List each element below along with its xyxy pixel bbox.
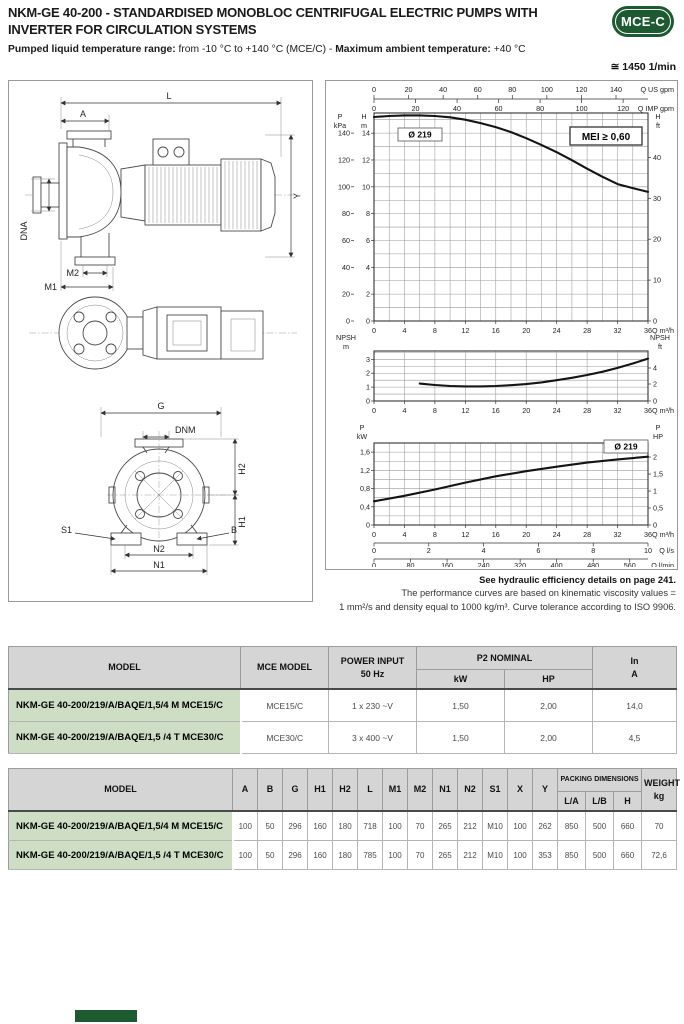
cell: 100 — [233, 841, 258, 870]
svg-text:NPSH: NPSH — [650, 333, 670, 342]
svg-text:80: 80 — [536, 104, 545, 113]
cell: 14,0 — [593, 689, 677, 722]
svg-text:100: 100 — [575, 104, 588, 113]
svg-text:60: 60 — [342, 235, 350, 245]
header-packing-L/B: L/B — [586, 792, 614, 812]
svg-text:32: 32 — [613, 406, 622, 415]
svg-text:20: 20 — [522, 326, 531, 335]
table-row — [9, 841, 677, 870]
svg-text:20: 20 — [342, 289, 350, 299]
svg-text:0: 0 — [653, 396, 657, 406]
temp-range-value: from -10 °C to +140 °C (MCE/C) - — [175, 44, 336, 55]
header-dim-G: G — [283, 769, 308, 812]
header-dim-M2: M2 — [408, 769, 433, 812]
svg-text:32: 32 — [613, 530, 622, 539]
svg-text:24: 24 — [552, 406, 561, 415]
svg-text:12: 12 — [461, 326, 470, 335]
svg-text:8: 8 — [591, 546, 596, 555]
header-model: MODEL — [9, 769, 233, 812]
cell: 212 — [458, 841, 483, 870]
dim-S1: S1 — [61, 525, 73, 535]
cell: 1,50 — [417, 722, 505, 754]
svg-text:0: 0 — [372, 406, 376, 415]
cell: 3 x 400 ~V — [329, 722, 417, 754]
header-packing: PACKING DIMENSIONS — [558, 769, 642, 792]
dim-M2: M2 — [66, 268, 79, 278]
cell: 2,00 — [505, 722, 593, 754]
cell: MCE30/C — [241, 722, 329, 754]
svg-text:40: 40 — [439, 85, 448, 94]
top-view — [29, 297, 297, 369]
page-edge-tab — [75, 1010, 137, 1022]
svg-text:Q m³/h: Q m³/h — [652, 530, 674, 539]
header-dim-M1: M1 — [383, 769, 408, 812]
svg-text:1,2: 1,2 — [360, 465, 370, 475]
svg-text:12: 12 — [461, 530, 470, 539]
svg-text:16: 16 — [491, 326, 500, 335]
cell: 70 — [642, 811, 677, 841]
dim-H1: H1 — [237, 516, 247, 528]
cell: 4,5 — [593, 722, 677, 754]
svg-text:320: 320 — [514, 561, 527, 567]
svg-text:240: 240 — [477, 561, 490, 567]
svg-text:m: m — [361, 121, 367, 130]
dim-B: B — [231, 525, 238, 535]
svg-text:0: 0 — [366, 316, 370, 326]
svg-text:28: 28 — [583, 530, 592, 539]
header-dim-N2: N2 — [458, 769, 483, 812]
svg-text:24: 24 — [552, 530, 561, 539]
dim-DNA: DNA — [19, 221, 29, 241]
svg-text:P: P — [359, 423, 365, 432]
header-dim-S1: S1 — [483, 769, 508, 812]
svg-text:10: 10 — [362, 182, 370, 192]
svg-text:Q m³/h: Q m³/h — [652, 406, 674, 415]
cell: 785 — [358, 841, 383, 870]
svg-text:12: 12 — [461, 406, 470, 415]
dim-A: A — [79, 109, 87, 119]
cell: 50 — [258, 811, 283, 841]
header-dim-N1: N1 — [433, 769, 458, 812]
svg-text:560: 560 — [623, 561, 636, 567]
cell: 265 — [433, 811, 458, 841]
svg-text:8: 8 — [432, 406, 437, 415]
dim-N1: N1 — [153, 560, 165, 570]
svg-text:20: 20 — [522, 406, 531, 415]
svg-text:8: 8 — [366, 209, 370, 219]
svg-text:36: 36 — [644, 406, 652, 415]
svg-text:60: 60 — [494, 104, 503, 113]
svg-text:400: 400 — [550, 561, 563, 567]
cell: 1,50 — [417, 689, 505, 722]
efficiency-note: See hydraulic efficiency details on page 241. — [479, 575, 676, 585]
svg-text:100: 100 — [338, 182, 350, 192]
electrical-data-table — [8, 646, 677, 754]
dim-Y: Y — [292, 192, 302, 200]
svg-text:6: 6 — [536, 546, 541, 555]
svg-text:NPSH: NPSH — [336, 333, 356, 342]
cell: 850 — [558, 811, 586, 841]
cell: 180 — [333, 841, 358, 870]
svg-text:20: 20 — [404, 85, 413, 94]
model-cell: NKM-GE 40-200/219/A/BAQE/1,5/4 M MCE15/C — [9, 811, 233, 841]
svg-text:2: 2 — [426, 546, 431, 555]
svg-text:ft: ft — [656, 121, 660, 130]
header-dim-L: L — [358, 769, 383, 812]
svg-text:32: 32 — [613, 326, 622, 335]
header-dim-H1: H1 — [308, 769, 333, 812]
side-view — [19, 91, 302, 292]
svg-text:kW: kW — [356, 432, 368, 441]
svg-text:24: 24 — [552, 326, 561, 335]
svg-text:0: 0 — [372, 561, 376, 567]
header-dim-Y: Y — [533, 769, 558, 812]
dim-G: G — [157, 401, 165, 411]
svg-text:140: 140 — [338, 128, 350, 138]
svg-text:4: 4 — [402, 326, 407, 335]
model-cell: NKM-GE 40-200/219/A/BAQE/1,5 /4 T MCE30/C — [9, 841, 233, 870]
svg-text:60: 60 — [473, 85, 482, 94]
header-dim-H2: H2 — [333, 769, 358, 812]
svg-text:40: 40 — [653, 152, 661, 162]
model-cell: NKM-GE 40-200/219/A/BAQE/1,5/4 M MCE15/C — [9, 689, 241, 722]
header-packing-H: H — [614, 792, 642, 812]
dim-H2: H2 — [237, 463, 247, 475]
performance-charts — [326, 81, 675, 567]
dimensions-table — [8, 768, 681, 870]
svg-text:1: 1 — [653, 486, 657, 496]
ambient-label: Maximum ambient temperature: — [335, 44, 491, 55]
ambient-value: +40 °C — [490, 44, 526, 55]
chart-notes — [256, 574, 676, 614]
svg-text:kPa: kPa — [333, 121, 347, 130]
svg-text:20: 20 — [522, 530, 531, 539]
model-name: NKM-GE 40-200 — [8, 5, 103, 20]
svg-text:0: 0 — [653, 316, 657, 326]
cell: 262 — [533, 811, 558, 841]
cell: 265 — [433, 841, 458, 870]
svg-text:160: 160 — [441, 561, 454, 567]
svg-text:4: 4 — [481, 546, 486, 555]
header-model: MODEL — [9, 647, 241, 690]
svg-text:14: 14 — [362, 128, 370, 138]
svg-text:MEI ≥ 0,60: MEI ≥ 0,60 — [581, 132, 631, 143]
svg-text:0: 0 — [366, 396, 370, 406]
cell: 353 — [533, 841, 558, 870]
cell: 180 — [333, 811, 358, 841]
table-row — [9, 689, 677, 722]
cell: 660 — [614, 811, 642, 841]
cell: 72,6 — [642, 841, 677, 870]
svg-text:40: 40 — [342, 262, 350, 272]
svg-text:100: 100 — [540, 85, 553, 94]
svg-text:0: 0 — [372, 530, 376, 539]
header-packing-L/A: L/A — [558, 792, 586, 812]
svg-text:4: 4 — [653, 363, 657, 373]
charts-panel — [325, 80, 678, 570]
svg-text:0: 0 — [372, 326, 376, 335]
svg-text:8: 8 — [432, 530, 437, 539]
svg-text:2: 2 — [366, 289, 370, 299]
svg-text:120: 120 — [338, 155, 350, 165]
cell: 500 — [586, 841, 614, 870]
cell: 100 — [508, 841, 533, 870]
dim-DNM: DNM — [175, 425, 196, 435]
svg-text:16: 16 — [491, 530, 500, 539]
header-dim-X: X — [508, 769, 533, 812]
svg-text:120: 120 — [617, 104, 630, 113]
header-hp: HP — [505, 670, 593, 690]
cell: 70 — [408, 811, 433, 841]
svg-text:20: 20 — [653, 234, 661, 244]
viscosity-note-2: 1 mm²/s and density equal to 1000 kg/m³. Curve tolerance according to ISO 9906. — [339, 601, 676, 612]
cell: 160 — [308, 841, 333, 870]
svg-text:2: 2 — [653, 452, 657, 462]
header-weight: WEIGHT kg — [642, 769, 677, 812]
title-rest: - STANDARDISED MONOBLOC CENTRIFUGAL ELECTRIC PUMPS WITH INVERTER FOR CIRCULATION SYSTEMS — [8, 5, 538, 37]
header-kw: kW — [417, 670, 505, 690]
svg-text:12: 12 — [362, 155, 370, 165]
svg-text:Ø 219: Ø 219 — [408, 129, 432, 140]
subtitle — [8, 44, 608, 55]
drawing-panel — [8, 80, 313, 602]
pump-drawing — [9, 81, 310, 599]
svg-text:40: 40 — [453, 104, 462, 113]
header-p2-nominal: P2 NOMINAL — [417, 647, 593, 670]
cell: 718 — [358, 811, 383, 841]
cell: 1 x 230 ~V — [329, 689, 417, 722]
svg-text:4: 4 — [366, 262, 370, 272]
svg-text:36: 36 — [644, 530, 652, 539]
svg-text:Q m³/h: Q m³/h — [652, 326, 674, 335]
svg-text:H: H — [655, 112, 661, 121]
svg-text:80: 80 — [342, 209, 350, 219]
svg-text:m: m — [343, 342, 349, 351]
svg-text:Q l/s: Q l/s — [659, 546, 674, 555]
mce-c-badge — [612, 6, 674, 37]
dim-L: L — [166, 91, 172, 101]
header-power-input: POWER INPUT 50 Hz — [329, 647, 417, 690]
chart-npsh — [336, 333, 674, 415]
badge-label: MCE-C — [620, 14, 666, 29]
cell: 500 — [586, 811, 614, 841]
cell: 100 — [508, 811, 533, 841]
svg-text:120: 120 — [575, 85, 588, 94]
header-in-a: In A — [593, 647, 677, 690]
viscosity-note-1: The performance curves are based on kinematic viscosity values = — [401, 588, 676, 599]
svg-text:0,8: 0,8 — [360, 484, 370, 494]
svg-text:4: 4 — [402, 530, 407, 539]
svg-text:28: 28 — [583, 326, 592, 335]
svg-text:28: 28 — [583, 406, 592, 415]
svg-text:1,6: 1,6 — [360, 447, 370, 457]
temp-range-label: Pumped liquid temperature range: — [8, 44, 176, 55]
svg-text:Q IMP gpm: Q IMP gpm — [637, 104, 674, 113]
svg-text:140: 140 — [610, 85, 623, 94]
svg-text:8: 8 — [432, 326, 437, 335]
model-cell: NKM-GE 40-200/219/A/BAQE/1,5 /4 T MCE30/C — [9, 722, 241, 754]
cell: M10 — [483, 841, 508, 870]
header-mce-model: MCE MODEL — [241, 647, 329, 690]
svg-text:30: 30 — [653, 193, 661, 203]
svg-text:36: 36 — [644, 326, 652, 335]
chart-power — [357, 423, 675, 567]
svg-text:10: 10 — [644, 546, 652, 555]
dim-N2: N2 — [153, 544, 165, 554]
svg-text:1: 1 — [366, 382, 370, 392]
cell: 100 — [383, 811, 408, 841]
svg-text:20: 20 — [411, 104, 420, 113]
svg-text:480: 480 — [587, 561, 600, 567]
svg-text:0,5: 0,5 — [653, 503, 663, 513]
svg-text:P: P — [655, 423, 661, 432]
svg-text:0: 0 — [653, 520, 657, 530]
dim-M1: M1 — [44, 282, 57, 292]
table-row — [9, 722, 677, 754]
header-dim-B: B — [258, 769, 283, 812]
cell: 212 — [458, 811, 483, 841]
cell: 100 — [383, 841, 408, 870]
cell: 660 — [614, 841, 642, 870]
svg-text:6: 6 — [366, 235, 370, 245]
svg-text:10: 10 — [653, 275, 661, 285]
cell: 296 — [283, 811, 308, 841]
cell: 2,00 — [505, 689, 593, 722]
npsh-curve — [420, 359, 648, 387]
page-title — [8, 5, 603, 39]
cell: 296 — [283, 841, 308, 870]
cell: MCE15/C — [241, 689, 329, 722]
svg-text:H: H — [361, 112, 367, 121]
cell: 50 — [258, 841, 283, 870]
svg-text:80: 80 — [406, 561, 415, 567]
svg-text:0: 0 — [366, 520, 370, 530]
svg-text:0: 0 — [372, 104, 376, 113]
svg-text:Q l/min: Q l/min — [651, 561, 674, 567]
cell: 160 — [308, 811, 333, 841]
svg-text:ft: ft — [658, 342, 662, 351]
svg-text:4: 4 — [402, 406, 407, 415]
svg-text:0: 0 — [372, 546, 376, 555]
table-row — [9, 811, 677, 841]
svg-text:80: 80 — [508, 85, 517, 94]
svg-text:1,5: 1,5 — [653, 469, 663, 479]
svg-text:Q US gpm: Q US gpm — [640, 85, 674, 94]
cell: M10 — [483, 811, 508, 841]
svg-text:Ø 219: Ø 219 — [614, 441, 638, 452]
header-dim-A: A — [233, 769, 258, 812]
svg-text:HP: HP — [653, 432, 663, 441]
svg-text:3: 3 — [366, 354, 370, 364]
svg-text:P: P — [337, 112, 343, 121]
svg-text:2: 2 — [366, 368, 370, 378]
chart-head — [334, 85, 674, 335]
cell: 70 — [408, 841, 433, 870]
cell: 850 — [558, 841, 586, 870]
svg-text:0,4: 0,4 — [360, 502, 370, 512]
rotation-speed: ≅ 1450 1/min — [610, 61, 676, 73]
svg-text:0: 0 — [372, 85, 376, 94]
svg-text:16: 16 — [491, 406, 500, 415]
cell: 100 — [233, 811, 258, 841]
front-view — [61, 401, 247, 575]
svg-text:2: 2 — [653, 379, 657, 389]
svg-text:0: 0 — [346, 316, 350, 326]
